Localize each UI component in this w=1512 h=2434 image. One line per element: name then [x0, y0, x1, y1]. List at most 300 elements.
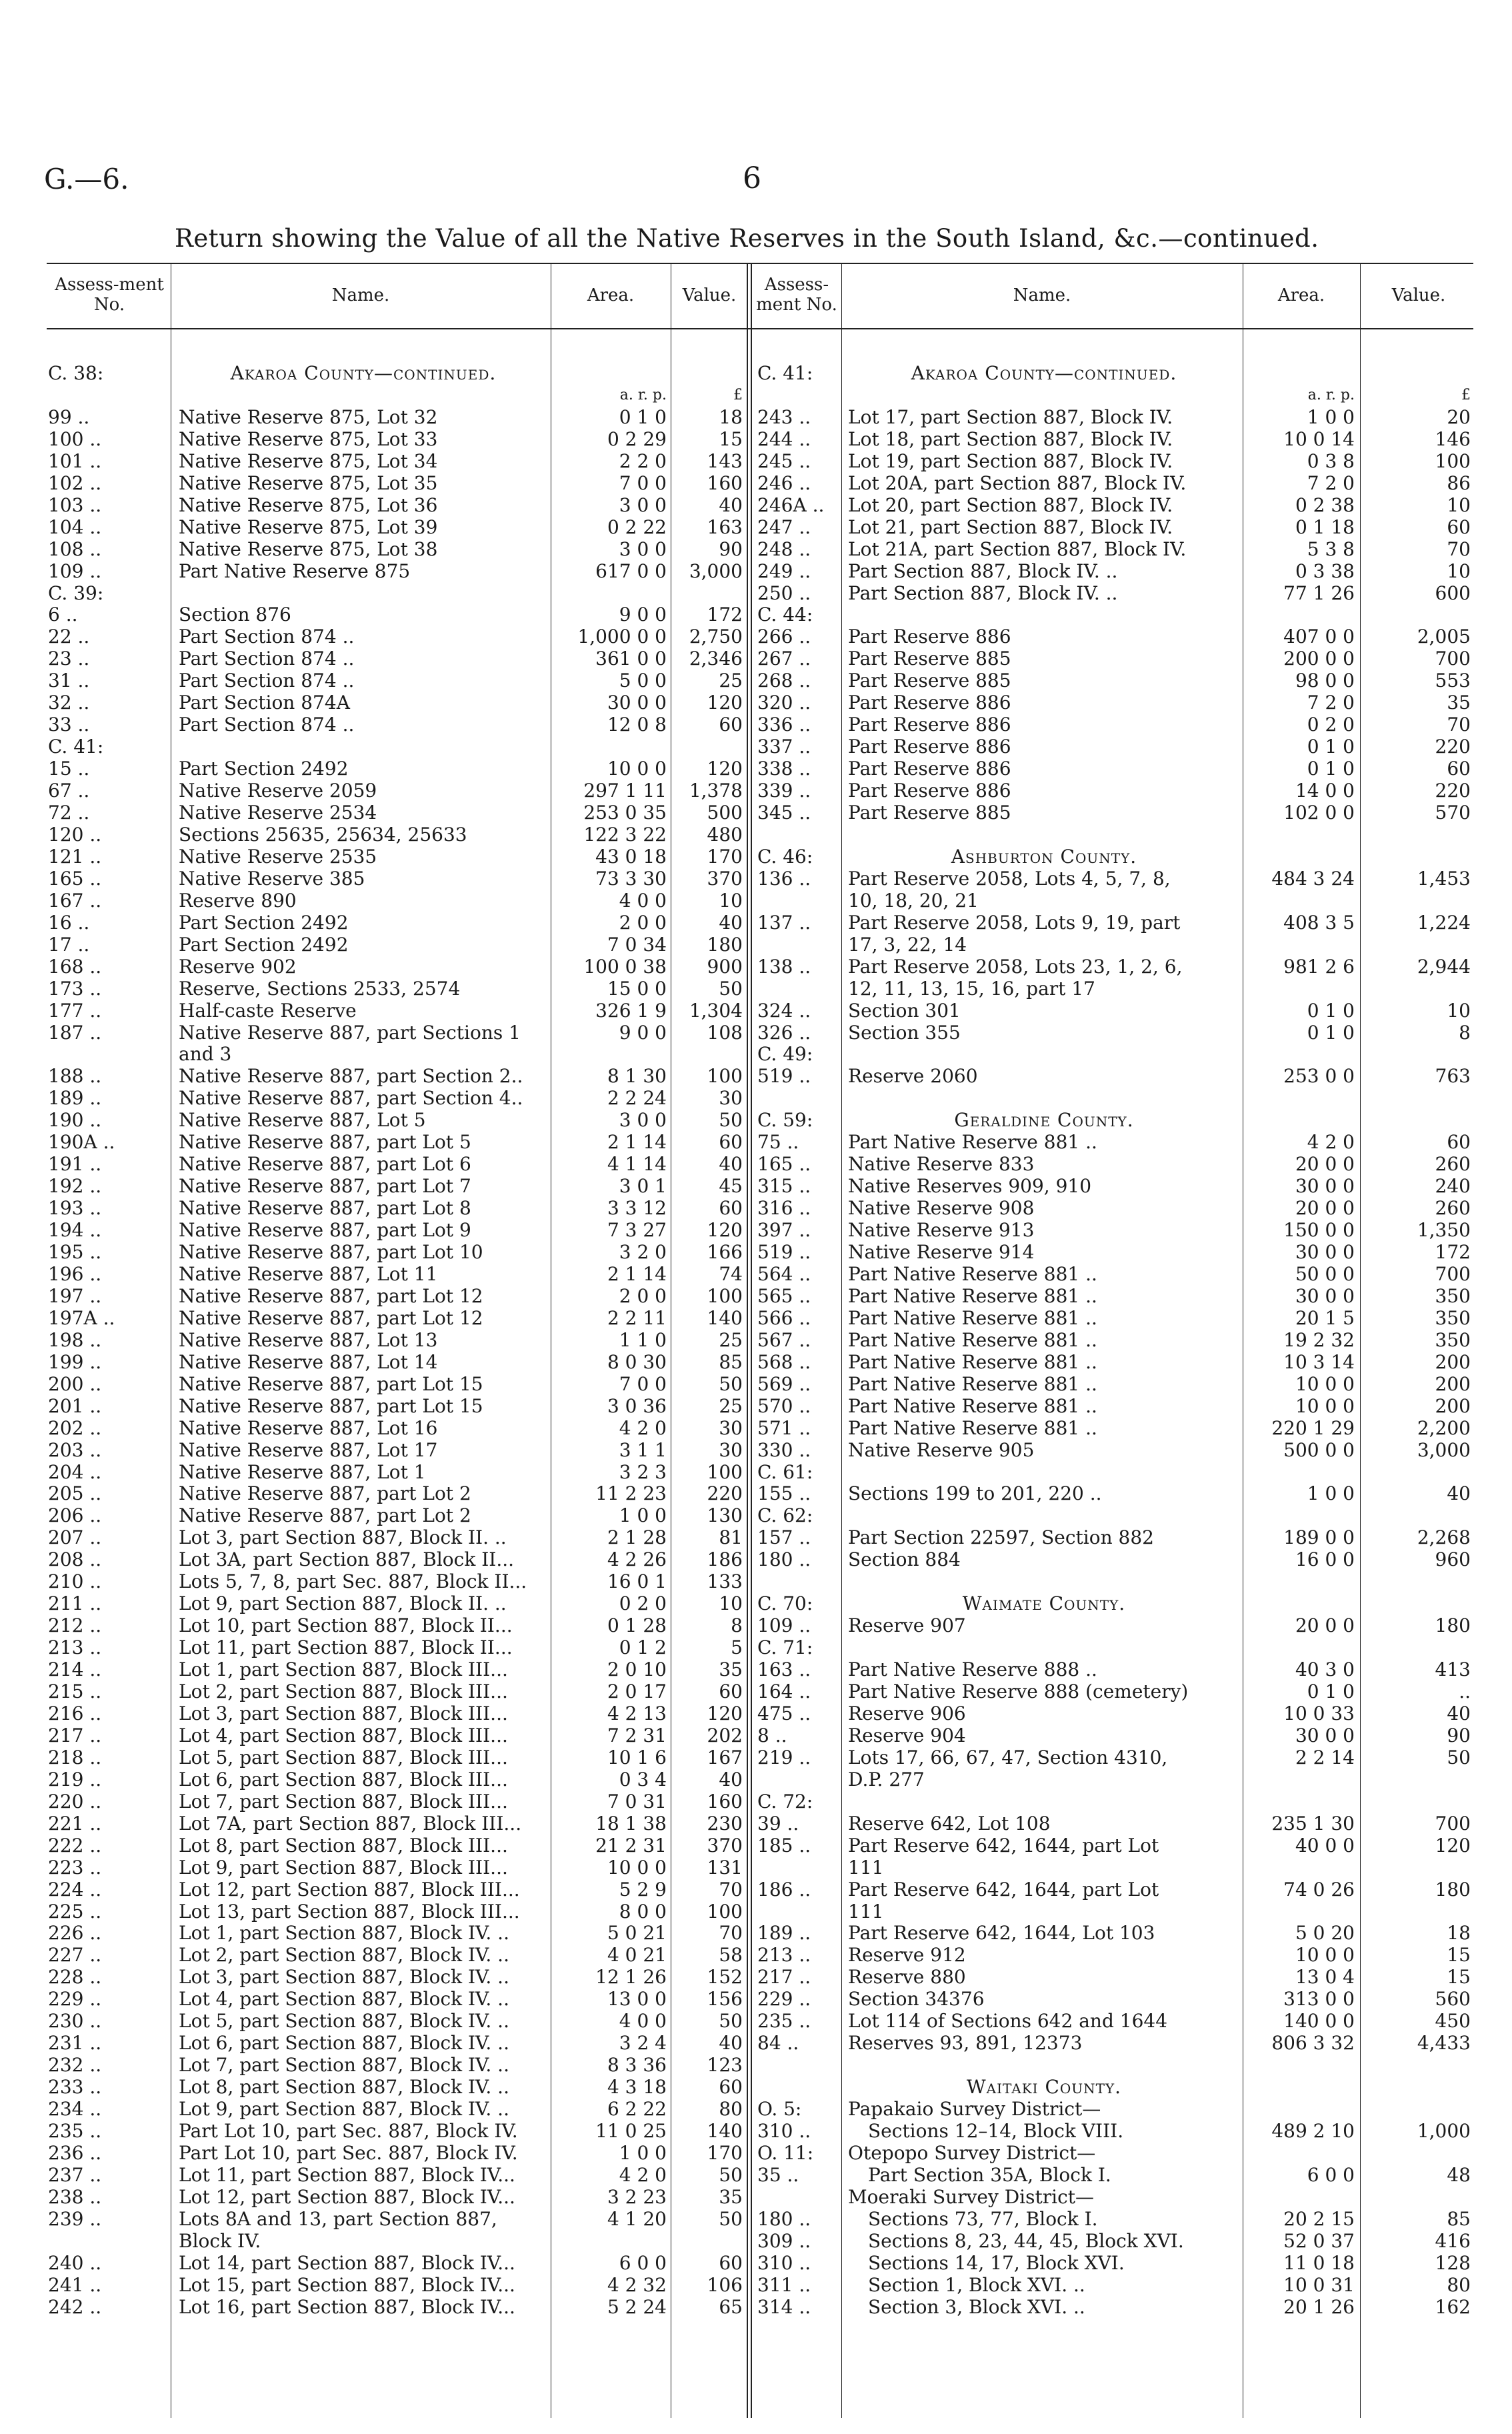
name-cell: Part Native Reserve 881 ..: [848, 1307, 1097, 1329]
table-row: [0, 1659, 1512, 1680]
name-cell: Sections 14, 17, Block XVI.: [868, 2252, 1125, 2274]
table-row: [0, 1242, 1512, 1263]
name-cell: Part Native Reserve 875: [179, 560, 411, 582]
table-row: [0, 1549, 1512, 1570]
assess-cell: 206 ..: [48, 1505, 102, 1527]
area-cell: 1,000 0 0: [577, 626, 667, 648]
name-cell: Part Native Reserve 881 ..: [848, 1395, 1097, 1417]
table-row: [0, 451, 1512, 472]
value-cell: 65: [719, 2296, 743, 2318]
table-row: [0, 1857, 1512, 1879]
assess-cell: 310 ..: [757, 2121, 811, 2142]
table-row: [0, 2099, 1512, 2120]
value-cell: 86: [1447, 472, 1471, 494]
assess-cell: 167 ..: [48, 890, 102, 912]
value-cell: 123: [707, 2055, 743, 2077]
name-cell: Reserve, Sections 2533, 2574: [179, 978, 461, 1000]
table-row: [0, 1703, 1512, 1724]
assess-cell: 219 ..: [757, 1746, 811, 1768]
table-row: [0, 1967, 1512, 1988]
assess-cell: C. 72:: [757, 1790, 813, 1812]
value-cell: 172: [707, 604, 743, 626]
value-cell: 163: [707, 516, 743, 538]
assess-cell: 345 ..: [757, 802, 811, 824]
name-cell: Papakaio Survey District—: [848, 2099, 1101, 2121]
area-cell: 20 0 0: [1295, 1615, 1355, 1637]
area-cell: 2 0 10: [607, 1659, 667, 1681]
value-cell: 60: [719, 714, 743, 736]
table-row: [0, 626, 1512, 648]
area-cell: 3 0 1: [619, 1176, 667, 1198]
assess-cell: 104 ..: [48, 516, 102, 538]
name-cell: 111: [848, 1857, 884, 1879]
assess-cell: 194 ..: [48, 1220, 102, 1242]
value-cell: 162: [1435, 2296, 1471, 2318]
area-cell: 16 0 0: [1295, 1549, 1355, 1571]
name-cell: Native Reserve 2535: [179, 846, 377, 868]
area-cell: 7 2 0: [1307, 692, 1355, 714]
name-cell: Lot 7, part Section 887, Block IV. ..: [179, 2055, 509, 2077]
name-cell: Reserve 902: [179, 956, 297, 978]
assess-cell: 190A ..: [48, 1132, 115, 1154]
assess-cell: 397 ..: [757, 1220, 811, 1242]
table-row: [0, 2055, 1512, 2076]
name-cell: Lot 21A, part Section 887, Block IV.: [848, 538, 1187, 560]
table-row: [0, 912, 1512, 934]
assess-cell: 231 ..: [48, 2033, 102, 2055]
name-cell: Part Section 35A, Block I.: [868, 2164, 1111, 2186]
name-cell: Reserve 642, Lot 108: [848, 1812, 1051, 1835]
value-cell: 143: [707, 450, 743, 472]
assess-cell: 229 ..: [48, 1989, 102, 2011]
name-cell: Part Reserve 885: [848, 802, 1011, 824]
value-cell: 10: [719, 890, 743, 912]
assess-cell: 519 ..: [757, 1242, 811, 1263]
table-row: [0, 692, 1512, 714]
table-row: [0, 385, 1512, 406]
area-cell: 11 0 25: [595, 2121, 667, 2142]
name-cell: Lot 11, part Section 887, Block IV...: [179, 2164, 515, 2186]
assess-cell: 213 ..: [757, 1945, 811, 1967]
value-cell: 166: [707, 1242, 743, 1263]
area-cell: 2 0 0: [619, 1285, 667, 1307]
assess-cell: 240 ..: [48, 2252, 102, 2274]
table-header-rule: [47, 328, 1473, 329]
table-row: [0, 1000, 1512, 1022]
area-cell: 253 0 35: [583, 802, 667, 824]
table-row: [0, 1044, 1512, 1065]
assess-cell: 101 ..: [48, 450, 102, 472]
assess-cell: 222 ..: [48, 1835, 102, 1857]
value-cell: 260: [1435, 1154, 1471, 1176]
assess-cell: 229 ..: [757, 1989, 811, 2011]
name-cell: Lots 17, 66, 67, 47, Section 4310,: [848, 1746, 1168, 1768]
assess-cell: C. 59:: [757, 1110, 813, 1132]
assess-cell: 338 ..: [757, 758, 811, 780]
table-row: [0, 1747, 1512, 1768]
name-cell: Section 876: [179, 604, 291, 626]
assess-cell: 230 ..: [48, 2011, 102, 2033]
area-cell: 16 0 1: [607, 1571, 667, 1593]
area-cell: 1 0 0: [619, 1505, 667, 1527]
assess-cell: 164 ..: [757, 1681, 811, 1702]
assess-cell: 235 ..: [48, 2121, 102, 2142]
name-cell: Lot 20A, part Section 887, Block IV.: [848, 472, 1187, 494]
value-cell: 100: [1435, 450, 1471, 472]
name-cell: Lot 9, part Section 887, Block II. ..: [179, 1593, 507, 1615]
name-cell: Reserve 890: [179, 890, 297, 912]
assess-cell: 226 ..: [48, 1923, 102, 1945]
table-row: [0, 1615, 1512, 1636]
value-cell: 180: [707, 934, 743, 956]
table-row: [0, 1110, 1512, 1131]
area-cell: 19 2 32: [1283, 1329, 1355, 1351]
assess-cell: 177 ..: [48, 1000, 102, 1022]
name-cell: Otepopo Survey District—: [848, 2142, 1096, 2164]
name-cell: Part Native Reserve 881 ..: [848, 1285, 1097, 1307]
assess-cell: O. 11:: [757, 2142, 814, 2164]
table-row: [0, 1901, 1512, 1923]
name-cell: Part Reserve 2058, Lots 9, 19, part: [848, 912, 1181, 934]
area-cell: 4 3 18: [607, 2077, 667, 2099]
assess-cell: 207 ..: [48, 1527, 102, 1549]
name-cell: Native Reserve 875, Lot 38: [179, 538, 438, 560]
area-cell: 0 1 0: [1307, 1681, 1355, 1702]
table-row: [0, 1374, 1512, 1395]
value-cell: 106: [707, 2274, 743, 2296]
value-cell: 100: [707, 1285, 743, 1307]
value-cell: 50: [719, 1110, 743, 1132]
area-cell: 4 2 32: [607, 2274, 667, 2296]
assess-cell: 475 ..: [757, 1702, 811, 1724]
value-cell: 50: [719, 978, 743, 1000]
value-cell: 100: [707, 1066, 743, 1088]
area-cell: 10 0 0: [1295, 1945, 1355, 1967]
value-cell: 1,350: [1417, 1220, 1471, 1242]
name-cell: Native Reserve 385: [179, 868, 365, 890]
table-row: [0, 539, 1512, 560]
area-cell: 2 1 14: [607, 1132, 667, 1154]
assess-cell: 102 ..: [48, 472, 102, 494]
name-cell: Native Reserve 887, Lot 14: [179, 1351, 438, 1373]
value-cell: 50: [719, 2208, 743, 2230]
assess-cell: 519 ..: [757, 1066, 811, 1088]
area-cell: 7 0 34: [607, 934, 667, 956]
name-cell: Native Reserve 887, part Lot 2: [179, 1483, 471, 1505]
table-row: [0, 1989, 1512, 2010]
name-cell: Lot 4, part Section 887, Block III...: [179, 1724, 508, 1746]
area-cell: 73 3 30: [595, 868, 667, 890]
assess-cell: O. 5:: [757, 2099, 802, 2121]
area-cell: 30 0 0: [1295, 1176, 1355, 1198]
assess-cell: 109 ..: [757, 1615, 811, 1637]
name-cell: Native Reserve 875, Lot 39: [179, 516, 438, 538]
area-cell: 20 0 0: [1295, 1154, 1355, 1176]
name-cell: D.P. 277: [848, 1768, 925, 1790]
name-cell: Lot 7A, part Section 887, Block III...: [179, 1812, 522, 1835]
area-cell: 20 2 15: [1283, 2208, 1355, 2230]
area-cell: 100 0 38: [583, 956, 667, 978]
assess-cell: 247 ..: [757, 516, 811, 538]
name-cell: Part Native Reserve 881 ..: [848, 1132, 1097, 1154]
area-cell: 6 2 22: [607, 2099, 667, 2121]
assess-cell: 248 ..: [757, 538, 811, 560]
assess-cell: 22 ..: [48, 626, 90, 648]
area-cell: 0 1 28: [607, 1615, 667, 1637]
area-cell: 13 0 0: [607, 1989, 667, 2011]
area-cell: 0 1 18: [1295, 516, 1355, 538]
col-header-name: Name.: [1013, 285, 1071, 305]
table-row: [0, 758, 1512, 780]
name-cell: Sections 199 to 201, 220 ..: [848, 1483, 1102, 1505]
area-cell: 140 0 0: [1283, 2011, 1355, 2033]
name-cell: Native Reserves 909, 910: [848, 1176, 1092, 1198]
table-row: [0, 2297, 1512, 2318]
assess-cell: 157 ..: [757, 1527, 811, 1549]
area-cell: 1 0 0: [1307, 406, 1355, 428]
area-cell: 21 2 31: [595, 1835, 667, 1857]
value-cell: 60: [719, 1198, 743, 1220]
page-title: Return showing the Value of all the Native Reserves in the South Island, &c.—continued.: [175, 224, 1319, 253]
value-cell: 350: [1435, 1285, 1471, 1307]
area-cell: 30 0 0: [1295, 1724, 1355, 1746]
name-cell: Native Reserve 887, Lot 13: [179, 1329, 438, 1351]
name-cell: Ashburton County.: [951, 846, 1137, 868]
name-cell: Reserves 93, 891, 12373: [848, 2033, 1083, 2055]
name-cell: Part Reserve 2058, Lots 4, 5, 7, 8,: [848, 868, 1171, 890]
name-cell: 17, 3, 22, 14: [848, 934, 967, 956]
assess-cell: 326 ..: [757, 1022, 811, 1044]
value-cell: 1,453: [1417, 868, 1471, 890]
area-cell: 3 0 36: [607, 1395, 667, 1417]
value-cell: 350: [1435, 1307, 1471, 1329]
assess-cell: 203 ..: [48, 1439, 102, 1461]
name-cell: Reserve 906: [848, 1702, 966, 1724]
area-cell: 10 0 33: [1283, 1702, 1355, 1724]
name-cell: Lot 21, part Section 887, Block IV.: [848, 516, 1173, 538]
assess-cell: 17 ..: [48, 934, 90, 956]
table-row: [0, 736, 1512, 758]
area-cell: 11 0 18: [1283, 2252, 1355, 2274]
name-cell: Native Reserve 887, Lot 11: [179, 1263, 438, 1285]
assess-cell: C. 38:: [48, 363, 104, 384]
value-cell: 8: [1459, 1022, 1471, 1044]
area-cell: 0 1 0: [1307, 758, 1355, 780]
area-cell: 98 0 0: [1295, 670, 1355, 692]
assess-cell: 33 ..: [48, 714, 90, 736]
area-cell: 489 2 10: [1271, 2121, 1355, 2142]
name-cell: Native Reserve 914: [848, 1242, 1035, 1263]
value-cell: 40: [719, 912, 743, 934]
table-row: [0, 1396, 1512, 1417]
value-cell: 5: [731, 1637, 743, 1659]
area-cell: 1 0 0: [1307, 1483, 1355, 1505]
name-cell: Part Native Reserve 888 (cemetery): [848, 1681, 1189, 1702]
area-cell: 4 2 0: [1307, 1132, 1355, 1154]
value-cell: 35: [1447, 692, 1471, 714]
area-cell: 8 1 30: [607, 1066, 667, 1088]
area-cell: 2 0 0: [619, 912, 667, 934]
area-cell: 981 2 6: [1283, 956, 1355, 978]
name-cell: Native Reserve 913: [848, 1220, 1035, 1242]
name-cell: Section 884: [848, 1549, 961, 1571]
assess-cell: 155 ..: [757, 1483, 811, 1505]
assess-cell: 225 ..: [48, 1901, 102, 1923]
area-cell: 10 0 31: [1283, 2274, 1355, 2296]
name-cell: Native Reserve 887, part Lot 2: [179, 1505, 471, 1527]
assess-cell: 246 ..: [757, 472, 811, 494]
name-cell: Part Section 887, Block IV. ..: [848, 582, 1118, 604]
area-cell: 0 1 0: [1307, 736, 1355, 758]
assess-cell: 137 ..: [757, 912, 811, 934]
assess-cell: 39 ..: [757, 1812, 799, 1835]
name-cell: Part Reserve 886: [848, 780, 1011, 802]
value-cell: 3,000: [689, 560, 743, 582]
assess-cell: 67 ..: [48, 780, 90, 802]
area-cell: 7 2 31: [607, 1724, 667, 1746]
value-cell: 180: [1435, 1879, 1471, 1901]
table-row: [0, 1571, 1512, 1592]
value-cell: 8: [731, 1615, 743, 1637]
assess-cell: C. 44:: [757, 604, 813, 626]
assess-cell: 108 ..: [48, 538, 102, 560]
area-cell: 5 0 21: [607, 1923, 667, 1945]
name-cell: Lot 114 of Sections 642 and 1644: [848, 2011, 1168, 2033]
table-row: [0, 1154, 1512, 1175]
assess-cell: 208 ..: [48, 1549, 102, 1571]
table-top-rule: [47, 263, 1473, 264]
assess-cell: 186 ..: [757, 1879, 811, 1901]
assess-cell: 165 ..: [48, 868, 102, 890]
name-cell: Part Native Reserve 888 ..: [848, 1659, 1097, 1681]
name-cell: and 3: [179, 1044, 232, 1066]
value-cell: 1,378: [689, 780, 743, 802]
area-cell: 10 1 6: [607, 1746, 667, 1768]
table-row: [0, 1022, 1512, 1044]
assess-cell: 238 ..: [48, 2186, 102, 2208]
assess-cell: C. 41:: [48, 736, 104, 758]
name-cell: Lot 16, part Section 887, Block IV...: [179, 2296, 515, 2318]
name-cell: Akaroa County—continued.: [911, 363, 1177, 384]
area-cell: 3 2 3: [619, 1461, 667, 1483]
value-cell: 70: [719, 1879, 743, 1901]
value-cell: 900: [707, 956, 743, 978]
assess-cell: 185 ..: [757, 1835, 811, 1857]
area-cell: 3 1 1: [619, 1439, 667, 1461]
table-row: [0, 1088, 1512, 1109]
area-cell: 361 0 0: [595, 648, 667, 670]
assess-cell: C. 46:: [757, 846, 813, 868]
assess-cell: 193 ..: [48, 1198, 102, 1220]
name-cell: Reserve 907: [848, 1615, 966, 1637]
area-cell: 5 0 0: [619, 670, 667, 692]
value-cell: 260: [1435, 1198, 1471, 1220]
value-cell: £: [733, 386, 743, 403]
assess-cell: 198 ..: [48, 1329, 102, 1351]
area-cell: a. r. p.: [619, 386, 667, 403]
assess-cell: 235 ..: [757, 2011, 811, 2033]
assess-cell: 219 ..: [48, 1768, 102, 1790]
table-row: [0, 407, 1512, 428]
area-cell: 8 0 0: [619, 1901, 667, 1923]
value-cell: 128: [1435, 2252, 1471, 2274]
assess-cell: 168 ..: [48, 956, 102, 978]
assess-cell: 138 ..: [757, 956, 811, 978]
area-cell: 0 1 2: [619, 1637, 667, 1659]
value-cell: 180: [1435, 1615, 1471, 1637]
name-cell: Lot 18, part Section 887, Block IV.: [848, 428, 1173, 450]
name-cell: Native Reserve 905: [848, 1439, 1035, 1461]
assess-cell: 136 ..: [757, 868, 811, 890]
name-cell: Reserve 904: [848, 1724, 966, 1746]
table-row: [0, 583, 1512, 604]
area-cell: 500 0 0: [1283, 1439, 1355, 1461]
value-cell: 70: [1447, 538, 1471, 560]
value-cell: 131: [707, 1857, 743, 1879]
area-cell: 220 1 29: [1271, 1417, 1355, 1439]
value-cell: 220: [1435, 780, 1471, 802]
assess-cell: 214 ..: [48, 1659, 102, 1681]
value-cell: 170: [707, 846, 743, 868]
assess-cell: 571 ..: [757, 1417, 811, 1439]
assess-cell: 310 ..: [757, 2252, 811, 2274]
table-row: [0, 846, 1512, 868]
value-cell: 170: [707, 2142, 743, 2164]
area-cell: 14 0 0: [1295, 780, 1355, 802]
value-cell: 60: [719, 2077, 743, 2099]
col-header-value: Value.: [1391, 285, 1446, 305]
name-cell: Part Section 2492: [179, 912, 349, 934]
area-cell: 313 0 0: [1283, 1989, 1355, 2011]
name-cell: Lot 15, part Section 887, Block IV...: [179, 2274, 515, 2296]
value-cell: 45: [719, 1176, 743, 1198]
name-cell: Waitaki County.: [966, 2077, 1122, 2099]
page-number: 6: [743, 161, 761, 195]
area-cell: 20 0 0: [1295, 1198, 1355, 1220]
assess-cell: 201 ..: [48, 1395, 102, 1417]
value-cell: 167: [707, 1746, 743, 1768]
table-row: [0, 2121, 1512, 2142]
table-row: [0, 1286, 1512, 1307]
assess-cell: C. 41:: [757, 363, 813, 384]
assess-cell: 339 ..: [757, 780, 811, 802]
area-cell: 50 0 0: [1295, 1263, 1355, 1285]
area-cell: a. r. p.: [1307, 386, 1355, 403]
assess-cell: 234 ..: [48, 2099, 102, 2121]
assess-cell: 204 ..: [48, 1461, 102, 1483]
value-cell: 35: [719, 1659, 743, 1681]
table-row: [0, 714, 1512, 736]
assess-cell: 196 ..: [48, 1263, 102, 1285]
assess-cell: 566 ..: [757, 1307, 811, 1329]
area-cell: 40 0 0: [1295, 1835, 1355, 1857]
table-row: [0, 890, 1512, 912]
assess-cell: 180 ..: [757, 1549, 811, 1571]
area-cell: 235 1 30: [1271, 1812, 1355, 1835]
name-cell: Native Reserve 887, part Lot 15: [179, 1373, 483, 1395]
value-cell: 15: [1447, 1967, 1471, 1989]
value-cell: 763: [1435, 1066, 1471, 1088]
table-row: [0, 2165, 1512, 2186]
area-cell: 4 2 0: [619, 2164, 667, 2186]
value-cell: 160: [707, 1790, 743, 1812]
area-cell: 407 0 0: [1283, 626, 1355, 648]
area-cell: 484 3 24: [1271, 868, 1355, 890]
value-cell: 700: [1435, 648, 1471, 670]
assess-cell: 205 ..: [48, 1483, 102, 1505]
area-cell: 20 1 5: [1295, 1307, 1355, 1329]
name-cell: Moeraki Survey District—: [848, 2186, 1095, 2208]
